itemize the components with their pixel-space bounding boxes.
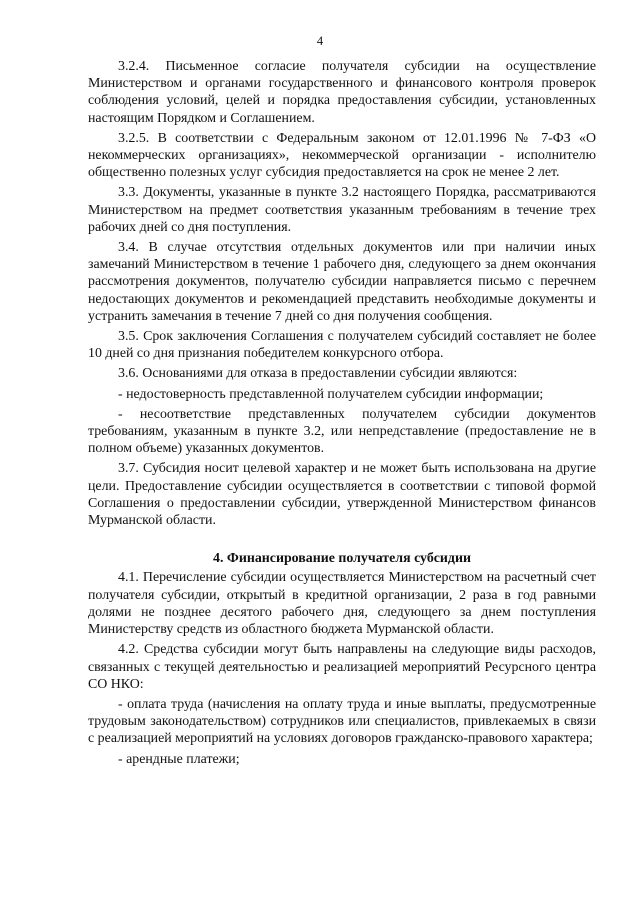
paragraph-3-6: 3.6. Основаниями для отказа в предоставлении субсидии являются: bbox=[118, 366, 518, 382]
paragraph-3-2-5: 3.2.5. В соответствии с Федеральным законом от 12.01.1996 № 7-ФЗ «О некоммерческих организациях», некоммерческой организации - исполнителю общественно полезных услуг субсидия предоставляется на срок не менее 2 лет. bbox=[88, 130, 596, 181]
expense-type-2: - арендные платежи; bbox=[118, 751, 240, 767]
refusal-reason-2: - несоответствие представленных получателем субсидии документов требованиям, указанным в пункте 3.2, или непредставление (предоставление не в полном объеме) указанных документов. bbox=[88, 406, 596, 457]
paragraph-4-2: 4.2. Средства субсидии могут быть направлены на следующие виды расходов, связанных с текущей деятельностью и реализацией мероприятий Ресурсного центра СО НКО: bbox=[88, 642, 596, 692]
page-number: 4 bbox=[316, 34, 324, 48]
paragraph-3-2-4: 3.2.4. Письменное согласие получателя субсидии на осуществление Министерством и органами государственного и финансового контроля проверок соблюдения условий, целей и порядка предоставления субсидии, установленных настоящим Порядком и Соглашением. bbox=[88, 59, 596, 126]
paragraph-3-7: 3.7. Субсидия носит целевой характер и не может быть использована на другие цели. Предоставление субсидии осуществляется в соответствии с типовой формой Соглашения о предоставлении субсидии, утвержденной Министерством финансов Мурманской области. bbox=[88, 461, 596, 529]
refusal-reason-1: - недостоверность представленной получателем субсидии информации; bbox=[118, 386, 544, 402]
expense-type-1: - оплата труда (начисления на оплату труда и иные выплаты, предусмотренные трудовым законодательством) сотрудников или специалистов, привлекаемых в связи с реализацией мероприятий на условиях договоров гражданско-правового характера; bbox=[88, 696, 596, 747]
document-body bbox=[88, 58, 596, 771]
paragraph-3-5: 3.5. Срок заключения Соглашения с получателем субсидий составляет не более 10 дней со дня признания победителем конкурсного отбора. bbox=[88, 329, 596, 362]
section-4-title: 4. Финансирование получателя субсидии bbox=[213, 551, 471, 567]
paragraph-3-4: 3.4. В случае отсутствия отдельных документов или при наличии иных замечаний Министерством в течение 1 рабочего дня, следующего за днем окончания рассмотрения документов, получателю субсидии направляется письмо с перечнем недостающих документов и рекомендацией представить необходимые документы и устранить замечания в течение 7 дней со дня получения сообщения. bbox=[88, 240, 596, 324]
paragraph-3-3: 3.3. Документы, указанные в пункте 3.2 настоящего Порядка, рассматриваются Министерством на предмет соответствия указанным требованиям в течение трех рабочих дней со дня поступления. bbox=[88, 185, 596, 235]
paragraph-4-1: 4.1. Перечисление субсидии осуществляется Министерством на расчетный счет получателя субсидии, открытый в кредитной организации, 2 раза в год равными долями не позднее десятого рабочего дня, следующего за днем поступления Министерству средств из областного бюджета Мурманской области. bbox=[88, 570, 596, 638]
